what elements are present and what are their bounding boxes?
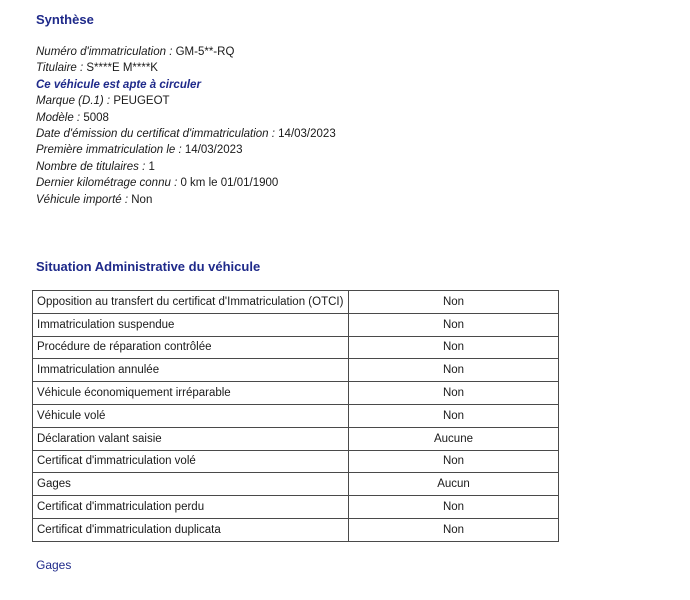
situation-table	[32, 290, 559, 542]
synthese-value: S****E M****K	[86, 62, 158, 75]
synthese-label: Nombre de titulaires :	[36, 160, 149, 173]
synthese-value: 14/03/2023	[278, 127, 336, 140]
table-row	[33, 382, 559, 405]
synthese-label: Marque (D.1) :	[36, 95, 114, 108]
synthese-title: Synthèse	[36, 12, 94, 27]
synthese-row-immatriculation	[36, 44, 336, 60]
synthese-label: Numéro d'immatriculation :	[36, 46, 176, 58]
row-label: Opposition au transfert du certificat d'Immatriculation (OTCI)	[33, 291, 349, 314]
row-value: Non	[349, 313, 559, 336]
table-row	[33, 404, 559, 427]
row-label: Déclaration valant saisie	[33, 427, 349, 450]
table-row	[33, 427, 559, 450]
synthese-row-premiere-immat	[36, 142, 336, 158]
situation-title: Situation Administrative du véhicule	[36, 259, 261, 274]
row-value: Non	[349, 359, 559, 382]
table-row	[33, 313, 559, 336]
synthese-value: PEUGEOT	[113, 95, 170, 108]
row-label: Certificat d'immatriculation duplicata	[33, 518, 349, 541]
apt-status-text: Ce véhicule est apte à circuler	[36, 78, 201, 91]
synthese-row-importe	[36, 192, 336, 208]
synthese-label: Titulaire :	[36, 62, 87, 75]
synthese-value: 0 km le 01/01/1900	[180, 177, 279, 190]
synthese-row-modele	[36, 110, 336, 126]
row-value: Aucun	[349, 473, 559, 496]
table-row	[33, 336, 559, 359]
row-value: Non	[349, 450, 559, 473]
synthese-label: Modèle :	[36, 111, 84, 124]
row-value: Non	[349, 404, 559, 427]
row-label: Gages	[33, 473, 349, 496]
row-value: Non	[349, 382, 559, 405]
row-value: Non	[349, 496, 559, 519]
row-value: Non	[349, 336, 559, 359]
row-label: Véhicule économiquement irréparable	[33, 382, 349, 405]
synthese-value: 5008	[83, 111, 109, 124]
synthese-value: 1	[148, 160, 155, 173]
table-row	[33, 496, 559, 519]
row-label: Certificat d'immatriculation volé	[33, 450, 349, 473]
synthese-label: Dernier kilométrage connu :	[36, 177, 181, 190]
synthese-value: 14/03/2023	[184, 144, 243, 157]
table-row	[33, 518, 559, 541]
synthese-label: Première immatriculation le :	[36, 144, 185, 157]
synthese-label: Véhicule importé :	[36, 193, 132, 206]
table-row	[33, 450, 559, 473]
synthese-list	[36, 44, 336, 208]
synthese-row-nb-titulaires	[36, 159, 336, 175]
synthese-value: GM-5**-RQ	[175, 46, 235, 58]
row-label: Immatriculation annulée	[33, 359, 349, 382]
synthese-row-marque	[36, 93, 336, 109]
table-row	[33, 359, 559, 382]
row-label: Certificat d'immatriculation perdu	[33, 496, 349, 519]
table-row	[33, 473, 559, 496]
row-value: Aucune	[349, 427, 559, 450]
synthese-label: Date d'émission du certificat d'immatriculation :	[36, 127, 279, 140]
synthese-value: Non	[131, 193, 153, 206]
synthese-row-apt	[36, 77, 336, 93]
row-label: Immatriculation suspendue	[33, 313, 349, 336]
synthese-row-titulaire	[36, 60, 336, 76]
synthese-row-kilometrage	[36, 175, 336, 191]
row-label: Procédure de réparation contrôlée	[33, 336, 349, 359]
row-label: Véhicule volé	[33, 404, 349, 427]
row-value: Non	[349, 518, 559, 541]
table-row	[33, 291, 559, 314]
gages-section-heading: Gages	[36, 558, 72, 572]
synthese-row-date-emission	[36, 126, 336, 142]
row-value: Non	[349, 291, 559, 314]
